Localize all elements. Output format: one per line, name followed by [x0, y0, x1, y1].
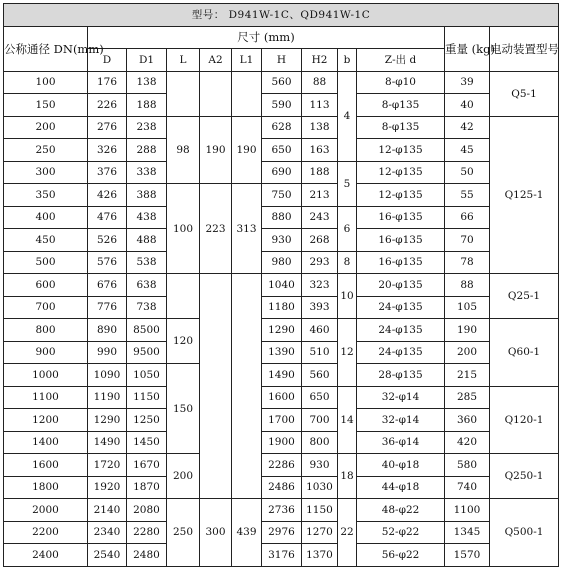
cell-device-merged: Q60-1: [490, 319, 559, 387]
cell-z: 12-φ135: [357, 161, 445, 184]
cell-dn: 400: [4, 206, 88, 229]
cell-weight: 39: [445, 71, 490, 94]
cell-d1: 1050: [127, 364, 167, 387]
cell-h2: 800: [302, 431, 338, 454]
cell-d1: 1870: [127, 476, 167, 499]
table-row: [4, 161, 559, 184]
table-row: [4, 251, 559, 274]
cell-weight: 215: [445, 364, 490, 387]
cell-l1-merged: 190: [232, 116, 262, 184]
cell-d1: 238: [127, 116, 167, 139]
cell-h: 3176: [262, 544, 302, 567]
header-size: 尺寸 (mm): [88, 26, 445, 49]
header-weight: 重量 (kg): [445, 26, 490, 71]
cell-weight: 50: [445, 161, 490, 184]
cell-dn: 100: [4, 71, 88, 94]
cell-weight: 45: [445, 139, 490, 162]
cell-h: 750: [262, 184, 302, 207]
cell-dn: 1000: [4, 364, 88, 387]
cell-weight: 580: [445, 454, 490, 477]
cell-z: 28-φ135: [357, 364, 445, 387]
cell-dn: 300: [4, 161, 88, 184]
cell-l1-merged: 313: [232, 184, 262, 274]
cell-d: 276: [88, 116, 127, 139]
cell-weight: 1100: [445, 499, 490, 522]
cell-d1: 2080: [127, 499, 167, 522]
cell-h2: 930: [302, 454, 338, 477]
cell-h2: 213: [302, 184, 338, 207]
cell-z: 8-φ10: [357, 71, 445, 94]
cell-weight: 190: [445, 319, 490, 342]
cell-d1: 1150: [127, 386, 167, 409]
cell-z: 24-φ135: [357, 319, 445, 342]
cell-a2-blank: [200, 274, 232, 499]
header-h: H: [262, 49, 302, 72]
cell-b-merged: 4: [338, 71, 357, 161]
cell-d1: 1450: [127, 431, 167, 454]
cell-d1: 288: [127, 139, 167, 162]
cell-device-merged: Q250-1: [490, 454, 559, 499]
cell-weight: 55: [445, 184, 490, 207]
table-row: [4, 319, 559, 342]
cell-h2: 113: [302, 94, 338, 117]
table-row: [4, 206, 559, 229]
cell-d: 476: [88, 206, 127, 229]
cell-device-merged: Q125-1: [490, 116, 559, 274]
cell-dn: 1800: [4, 476, 88, 499]
cell-b: 8: [338, 251, 357, 274]
cell-d1: 8500: [127, 319, 167, 342]
cell-device-merged: Q500-1: [490, 499, 559, 567]
cell-dn: 900: [4, 341, 88, 364]
cell-z: 16-φ135: [357, 206, 445, 229]
cell-h2: 510: [302, 341, 338, 364]
cell-h2: 1270: [302, 521, 338, 544]
header-z: Z-出 d: [357, 49, 445, 72]
cell-b-merged: 18: [338, 454, 357, 499]
cell-dn: 1200: [4, 409, 88, 432]
header-device: 电动装置型号: [490, 26, 559, 71]
cell-b-merged: 22: [338, 499, 357, 567]
cell-l-merged: 98: [167, 116, 200, 184]
table-row: [4, 139, 559, 162]
cell-d: 576: [88, 251, 127, 274]
cell-d1: 738: [127, 296, 167, 319]
table-row: [4, 409, 559, 432]
cell-l-merged: 200: [167, 454, 200, 499]
cell-h: 1180: [262, 296, 302, 319]
table-row: [4, 94, 559, 117]
cell-z: 24-φ135: [357, 341, 445, 364]
cell-h: 1490: [262, 364, 302, 387]
header-l: L: [167, 49, 200, 72]
cell-b-merged: 12: [338, 319, 357, 387]
cell-h: 2286: [262, 454, 302, 477]
cell-h2: 188: [302, 161, 338, 184]
cell-d1: 538: [127, 251, 167, 274]
cell-d1: 138: [127, 71, 167, 94]
header-dn: 公称通径 DN(mm): [4, 26, 88, 71]
cell-a2-merged: 300: [200, 499, 232, 567]
cell-h: 1390: [262, 341, 302, 364]
cell-d1: 338: [127, 161, 167, 184]
cell-l-merged: 100: [167, 184, 200, 274]
cell-h: 1700: [262, 409, 302, 432]
table-row: [4, 184, 559, 207]
table-row: [4, 499, 559, 522]
cell-h: 880: [262, 206, 302, 229]
cell-h: 1290: [262, 319, 302, 342]
cell-h: 1900: [262, 431, 302, 454]
cell-l-merged: 250: [167, 499, 200, 567]
cell-z: 16-φ135: [357, 251, 445, 274]
cell-weight: 78: [445, 251, 490, 274]
cell-dn: 600: [4, 274, 88, 297]
header-row-1: [4, 26, 559, 49]
cell-dn: 250: [4, 139, 88, 162]
table-row: [4, 431, 559, 454]
header-h2: H2: [302, 49, 338, 72]
table-row: [4, 454, 559, 477]
cell-h: 2486: [262, 476, 302, 499]
cell-d1: 488: [127, 229, 167, 252]
cell-b-merged: 5: [338, 161, 357, 206]
cell-h2: 243: [302, 206, 338, 229]
cell-d: 376: [88, 161, 127, 184]
table-row: [4, 386, 559, 409]
table-row: [4, 476, 559, 499]
cell-weight: 360: [445, 409, 490, 432]
cell-d: 226: [88, 94, 127, 117]
cell-h: 628: [262, 116, 302, 139]
cell-dn: 500: [4, 251, 88, 274]
cell-weight: 200: [445, 341, 490, 364]
cell-l-blank: [167, 274, 200, 319]
cell-dn: 150: [4, 94, 88, 117]
cell-h: 930: [262, 229, 302, 252]
cell-l-merged: 150: [167, 364, 200, 454]
cell-h2: 1370: [302, 544, 338, 567]
cell-z: 12-φ135: [357, 139, 445, 162]
cell-weight: 70: [445, 229, 490, 252]
cell-z: 48-φ22: [357, 499, 445, 522]
cell-d: 526: [88, 229, 127, 252]
cell-weight: 1570: [445, 544, 490, 567]
cell-h2: 1030: [302, 476, 338, 499]
table-row: [4, 544, 559, 567]
cell-dn: 200: [4, 116, 88, 139]
cell-d: 2340: [88, 521, 127, 544]
cell-z: 16-φ135: [357, 229, 445, 252]
cell-l1-merged: 439: [232, 499, 262, 567]
cell-z: 36-φ14: [357, 431, 445, 454]
cell-h: 2736: [262, 499, 302, 522]
cell-d: 890: [88, 319, 127, 342]
cell-weight: 420: [445, 431, 490, 454]
header-a2: A2: [200, 49, 232, 72]
spec-table-wrapper: [3, 3, 559, 567]
cell-h2: 700: [302, 409, 338, 432]
cell-d: 1720: [88, 454, 127, 477]
cell-d: 326: [88, 139, 127, 162]
cell-d1: 438: [127, 206, 167, 229]
cell-h2: 268: [302, 229, 338, 252]
cell-h2: 393: [302, 296, 338, 319]
cell-d: 1920: [88, 476, 127, 499]
cell-dn: 700: [4, 296, 88, 319]
cell-d1: 2480: [127, 544, 167, 567]
cell-dn: 450: [4, 229, 88, 252]
header-d: D: [88, 49, 127, 72]
cell-d: 1490: [88, 431, 127, 454]
dimension-spec-table: [3, 3, 559, 567]
cell-device-merged: Q5-1: [490, 71, 559, 116]
cell-weight: 88: [445, 274, 490, 297]
cell-dn: 350: [4, 184, 88, 207]
cell-dn: 1100: [4, 386, 88, 409]
table-row: [4, 71, 559, 94]
cell-b-merged: 14: [338, 386, 357, 454]
cell-d1: 1250: [127, 409, 167, 432]
cell-h2: 138: [302, 116, 338, 139]
cell-dn: 1400: [4, 431, 88, 454]
cell-d: 1190: [88, 386, 127, 409]
cell-d: 426: [88, 184, 127, 207]
cell-d1: 9500: [127, 341, 167, 364]
cell-h2: 323: [302, 274, 338, 297]
cell-a2-blank: [200, 71, 232, 116]
cell-weight: 42: [445, 116, 490, 139]
cell-d1: 188: [127, 94, 167, 117]
cell-weight: 105: [445, 296, 490, 319]
cell-z: 8-φ135: [357, 116, 445, 139]
cell-weight: 285: [445, 386, 490, 409]
title-row: [4, 4, 559, 27]
cell-h2: 650: [302, 386, 338, 409]
cell-dn: 2000: [4, 499, 88, 522]
cell-z: 32-φ14: [357, 409, 445, 432]
table-title: 型号： D941W-1C、QD941W-1C: [4, 4, 559, 27]
table-row: [4, 274, 559, 297]
cell-h: 560: [262, 71, 302, 94]
cell-weight: 740: [445, 476, 490, 499]
cell-z: 8-φ135: [357, 94, 445, 117]
cell-d: 676: [88, 274, 127, 297]
cell-h2: 460: [302, 319, 338, 342]
cell-d: 990: [88, 341, 127, 364]
cell-z: 52-φ22: [357, 521, 445, 544]
cell-dn: 800: [4, 319, 88, 342]
cell-h2: 163: [302, 139, 338, 162]
cell-device-merged: Q120-1: [490, 386, 559, 454]
cell-a2-merged: 223: [200, 184, 232, 274]
cell-z: 12-φ135: [357, 184, 445, 207]
cell-d: 1090: [88, 364, 127, 387]
cell-z: 44-φ18: [357, 476, 445, 499]
cell-d: 1290: [88, 409, 127, 432]
table-row: [4, 229, 559, 252]
table-row: [4, 116, 559, 139]
header-b: b: [338, 49, 357, 72]
cell-h: 650: [262, 139, 302, 162]
cell-h: 1600: [262, 386, 302, 409]
cell-h: 690: [262, 161, 302, 184]
cell-l1-blank: [232, 71, 262, 116]
table-row: [4, 296, 559, 319]
cell-h: 590: [262, 94, 302, 117]
cell-d1: 1670: [127, 454, 167, 477]
cell-z: 20-φ135: [357, 274, 445, 297]
cell-d1: 388: [127, 184, 167, 207]
cell-a2-merged: 190: [200, 116, 232, 184]
cell-l-merged: 120: [167, 319, 200, 364]
cell-h2: 1150: [302, 499, 338, 522]
cell-h: 2976: [262, 521, 302, 544]
cell-b-merged: 10: [338, 274, 357, 319]
cell-d1: 2280: [127, 521, 167, 544]
cell-d: 176: [88, 71, 127, 94]
cell-d1: 638: [127, 274, 167, 297]
cell-z: 40-φ18: [357, 454, 445, 477]
table-row: [4, 341, 559, 364]
cell-h2: 560: [302, 364, 338, 387]
cell-b-merged: 6: [338, 206, 357, 251]
cell-l1-blank: [232, 274, 262, 499]
cell-d: 776: [88, 296, 127, 319]
cell-z: 24-φ135: [357, 296, 445, 319]
cell-dn: 2200: [4, 521, 88, 544]
cell-weight: 66: [445, 206, 490, 229]
cell-weight: 1345: [445, 521, 490, 544]
cell-weight: 40: [445, 94, 490, 117]
cell-device-merged: Q25-1: [490, 274, 559, 319]
cell-d: 2140: [88, 499, 127, 522]
cell-z: 32-φ14: [357, 386, 445, 409]
table-row: [4, 521, 559, 544]
cell-h: 1040: [262, 274, 302, 297]
cell-z: 56-φ22: [357, 544, 445, 567]
cell-h2: 293: [302, 251, 338, 274]
header-d1: D1: [127, 49, 167, 72]
cell-l-blank: [167, 71, 200, 116]
cell-h: 980: [262, 251, 302, 274]
cell-h2: 88: [302, 71, 338, 94]
table-row: [4, 364, 559, 387]
cell-dn: 1600: [4, 454, 88, 477]
cell-d: 2540: [88, 544, 127, 567]
header-l1: L1: [232, 49, 262, 72]
cell-dn: 2400: [4, 544, 88, 567]
